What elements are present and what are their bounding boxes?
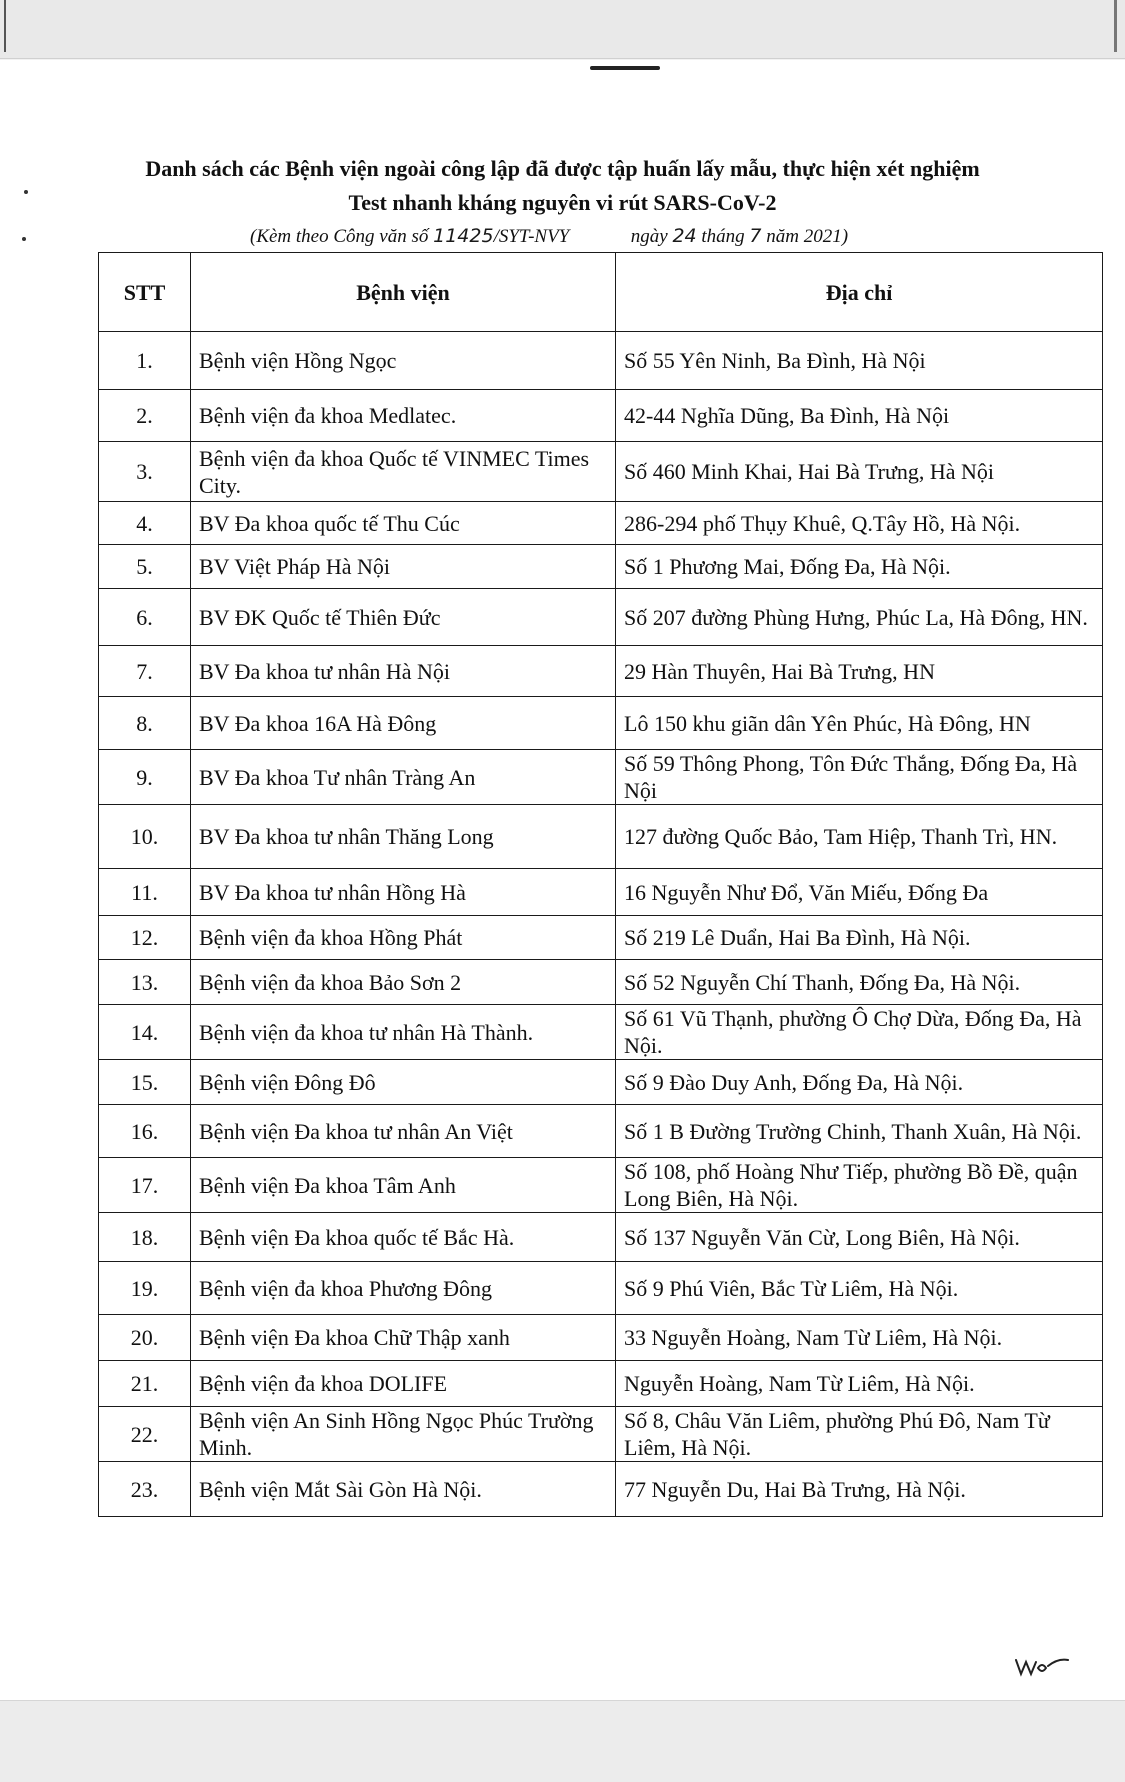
hospital-address: Số 9 Đào Duy Anh, Đống Đa, Hà Nội. — [616, 1060, 1103, 1105]
table-row — [99, 589, 1103, 646]
hospital-address: 42-44 Nghĩa Dũng, Ba Đình, Hà Nội — [616, 390, 1103, 442]
hospital-name: Bệnh viện đa khoa Hồng Phát — [191, 916, 616, 960]
hospital-address: Số 137 Nguyễn Văn Cừ, Long Biên, Hà Nội. — [616, 1213, 1103, 1262]
scan-mark — [590, 66, 660, 70]
hospital-table — [98, 252, 1103, 1517]
row-number: 12. — [99, 916, 191, 960]
hospital-address: Số 1 B Đường Trường Chinh, Thanh Xuân, Hà Nội. — [616, 1105, 1103, 1158]
month-label: tháng — [701, 226, 745, 247]
row-number: 4. — [99, 502, 191, 545]
hospital-name: BV Đa khoa 16A Hà Đông — [191, 697, 616, 750]
table-row — [99, 1213, 1103, 1262]
row-number: 21. — [99, 1361, 191, 1407]
table-row — [99, 1060, 1103, 1105]
table-row — [99, 442, 1103, 502]
row-number: 5. — [99, 545, 191, 589]
hospital-address: Số 460 Minh Khai, Hai Bà Trưng, Hà Nội — [616, 442, 1103, 502]
hospital-address: 77 Nguyễn Du, Hai Bà Trưng, Hà Nội. — [616, 1462, 1103, 1517]
table-row — [99, 545, 1103, 589]
scan-dot — [22, 237, 26, 241]
row-number: 8. — [99, 697, 191, 750]
hospital-address: Lô 150 khu giãn dân Yên Phúc, Hà Đông, HN — [616, 697, 1103, 750]
hospital-name: Bệnh viện đa khoa DOLIFE — [191, 1361, 616, 1407]
row-number: 14. — [99, 1005, 191, 1060]
hospital-address: Nguyễn Hoàng, Nam Từ Liêm, Hà Nội. — [616, 1361, 1103, 1407]
top-edge-strip — [0, 0, 1125, 59]
table-row — [99, 1407, 1103, 1462]
hospital-address: 16 Nguyễn Như Đổ, Văn Miếu, Đống Đa — [616, 869, 1103, 916]
signature-initial-icon — [1012, 1650, 1072, 1680]
row-number: 11. — [99, 869, 191, 916]
hospital-name: BV Đa khoa quốc tế Thu Cúc — [191, 502, 616, 545]
hospital-name: Bệnh viện đa khoa Bảo Sơn 2 — [191, 960, 616, 1005]
hospital-address: Số 9 Phú Viên, Bắc Từ Liêm, Hà Nội. — [616, 1262, 1103, 1315]
hospital-address: Số 55 Yên Ninh, Ba Đình, Hà Nội — [616, 332, 1103, 390]
hospital-address: Số 8, Châu Văn Liêm, phường Phú Đô, Nam Từ Liêm, Hà Nội. — [616, 1407, 1103, 1462]
table-row — [99, 805, 1103, 869]
table-row — [99, 697, 1103, 750]
hospital-address: Số 1 Phương Mai, Đống Đa, Hà Nội. — [616, 545, 1103, 589]
handwritten-doc-number: 11425 — [433, 225, 494, 247]
row-number: 3. — [99, 442, 191, 502]
handwritten-month: 7 — [749, 225, 762, 247]
hospital-name: BV Đa khoa tư nhân Thăng Long — [191, 805, 616, 869]
column-header-stt: STT — [99, 253, 191, 332]
hospital-name: Bệnh viện Mắt Sài Gòn Hà Nội. — [191, 1462, 616, 1517]
column-header-address: Địa chỉ — [616, 253, 1103, 332]
row-number: 1. — [99, 332, 191, 390]
table-row — [99, 332, 1103, 390]
hospital-name: Bệnh viện đa khoa Phương Đông — [191, 1262, 616, 1315]
hospital-name: BV Đa khoa tư nhân Hà Nội — [191, 646, 616, 697]
row-number: 6. — [99, 589, 191, 646]
row-number: 17. — [99, 1158, 191, 1213]
hospital-name: Bệnh viện Đa khoa tư nhân An Việt — [191, 1105, 616, 1158]
hospital-address: Số 52 Nguyễn Chí Thanh, Đống Đa, Hà Nội. — [616, 960, 1103, 1005]
hospital-name: Bệnh viện đa khoa Quốc tế VINMEC Times City. — [191, 442, 616, 502]
hospital-name: BV Đa khoa Tư nhân Tràng An — [191, 750, 616, 805]
table-row — [99, 1005, 1103, 1060]
table-row — [99, 869, 1103, 916]
row-number: 15. — [99, 1060, 191, 1105]
hospital-name: BV ĐK Quốc tế Thiên Đức — [191, 589, 616, 646]
row-number: 9. — [99, 750, 191, 805]
document-title-line1: Danh sách các Bệnh viện ngoài công lập đã được tập huấn lấy mẫu, thực hiện xét nghiệm — [145, 156, 980, 181]
row-number: 18. — [99, 1213, 191, 1262]
column-header-hospital: Bệnh viện — [191, 253, 616, 332]
table-header-row — [99, 253, 1103, 332]
row-number: 2. — [99, 390, 191, 442]
hospital-name: Bệnh viện đa khoa tư nhân Hà Thành. — [191, 1005, 616, 1060]
table-row — [99, 1158, 1103, 1213]
document-reference — [250, 224, 970, 249]
row-number: 10. — [99, 805, 191, 869]
hospital-name: Bệnh viện đa khoa Medlatec. — [191, 390, 616, 442]
hospital-address: Số 108, phố Hoàng Như Tiếp, phường Bồ Đề, quận Long Biên, Hà Nội. — [616, 1158, 1103, 1213]
hospital-address: Số 207 đường Phùng Hưng, Phúc La, Hà Đông, HN. — [616, 589, 1103, 646]
bottom-edge-strip — [0, 1700, 1125, 1782]
row-number: 7. — [99, 646, 191, 697]
table-row — [99, 750, 1103, 805]
table-row — [99, 646, 1103, 697]
reference-prefix: (Kèm theo Công văn số — [250, 226, 429, 247]
table-row — [99, 1105, 1103, 1158]
table-row — [99, 1262, 1103, 1315]
hospital-name: Bệnh viện Đa khoa Tâm Anh — [191, 1158, 616, 1213]
table-row — [99, 1462, 1103, 1517]
table-row — [99, 502, 1103, 545]
hospital-name: Bệnh viện Đa khoa quốc tế Bắc Hà. — [191, 1213, 616, 1262]
table-body — [99, 332, 1103, 1517]
hospital-address: 29 Hàn Thuyên, Hai Bà Trưng, HN — [616, 646, 1103, 697]
scrollbar-edge — [1114, 0, 1117, 52]
document-title-line2: Test nhanh kháng nguyên vi rút SARS-CoV-2 — [348, 190, 777, 215]
hospital-address: 33 Nguyễn Hoàng, Nam Từ Liêm, Hà Nội. — [616, 1315, 1103, 1361]
hospital-address: Số 59 Thông Phong, Tôn Đức Thắng, Đống Đa, Hà Nội — [616, 750, 1103, 805]
hospital-name: BV Đa khoa tư nhân Hồng Hà — [191, 869, 616, 916]
hospital-name: BV Việt Pháp Hà Nội — [191, 545, 616, 589]
edge-line — [4, 0, 6, 52]
table-row — [99, 960, 1103, 1005]
table-row — [99, 1315, 1103, 1361]
row-number: 19. — [99, 1262, 191, 1315]
table-row — [99, 916, 1103, 960]
table-row — [99, 390, 1103, 442]
handwritten-day: 24 — [672, 225, 697, 247]
hospital-name: Bệnh viện Đông Đô — [191, 1060, 616, 1105]
row-number: 23. — [99, 1462, 191, 1517]
hospital-name: Bệnh viện Hồng Ngọc — [191, 332, 616, 390]
hospital-name: Bệnh viện Đa khoa Chữ Thập xanh — [191, 1315, 616, 1361]
table-row — [99, 1361, 1103, 1407]
hospital-address: Số 219 Lê Duẩn, Hai Ba Đình, Hà Nội. — [616, 916, 1103, 960]
row-number: 16. — [99, 1105, 191, 1158]
year-text: năm 2021) — [766, 226, 849, 247]
row-number: 22. — [99, 1407, 191, 1462]
row-number: 13. — [99, 960, 191, 1005]
hospital-address: 127 đường Quốc Bảo, Tam Hiệp, Thanh Trì, HN. — [616, 805, 1103, 869]
hospital-name: Bệnh viện An Sinh Hồng Ngọc Phúc Trường Minh. — [191, 1407, 616, 1462]
date-prefix: ngày — [630, 226, 668, 247]
hospital-address: Số 61 Vũ Thạnh, phường Ô Chợ Dừa, Đống Đa, Hà Nội. — [616, 1005, 1103, 1060]
reference-code: /SYT-NVY — [493, 226, 570, 247]
hospital-address: 286-294 phố Thụy Khuê, Q.Tây Hồ, Hà Nội. — [616, 502, 1103, 545]
row-number: 20. — [99, 1315, 191, 1361]
